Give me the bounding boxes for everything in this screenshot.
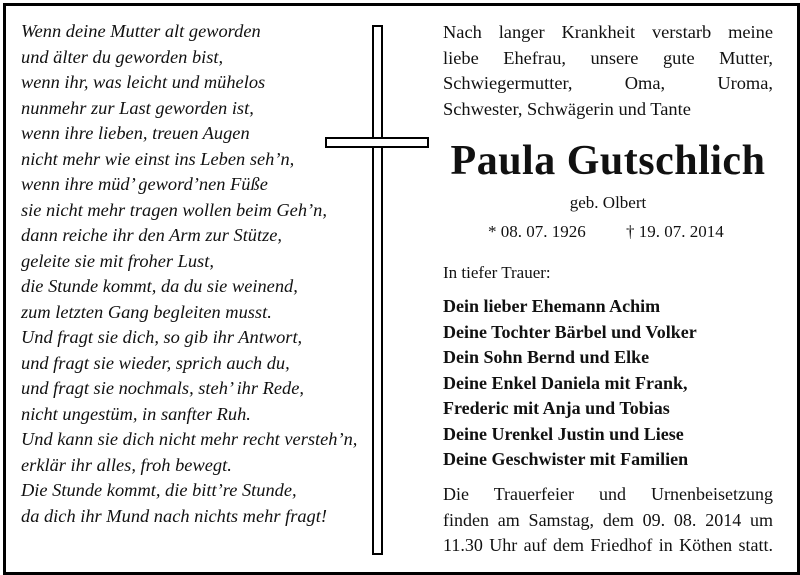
cross-join	[374, 139, 381, 146]
mourner-entry: Deine Enkel Daniela mit Frank,	[443, 372, 688, 393]
mourner-entry: Deine Tochter Bärbel und Volker	[443, 321, 697, 342]
mourner-entry: Dein Sohn Bernd und Elke	[443, 347, 650, 367]
poem-line: nunmehr zur Last geworden ist,	[21, 97, 254, 118]
poem-line: sie nicht mehr tragen wollen beim Geh’n,	[21, 199, 327, 220]
funeral-line: finden am Samstag, dem 09. 08. 2014 um	[443, 509, 773, 530]
poem-line: und älter du geworden bist,	[21, 46, 224, 67]
poem-line: da dich ihr Mund nach nichts mehr fragt!	[21, 505, 327, 526]
poem-line: Wenn deine Mutter alt geworden	[21, 21, 261, 41]
poem-line: nicht ungestüm, in sanfter Ruh.	[21, 403, 251, 424]
announcement-line: Schwester, Schwägerin und Tante	[443, 98, 691, 119]
poem-line: Die Stunde kommt, die bitt’re Stunde,	[21, 480, 297, 500]
cross-icon	[325, 25, 429, 555]
poem-line: und fragt sie nochmals, steh’ ihr Rede,	[21, 378, 304, 398]
poem-line: Und fragt sie dich, so gib ihr Antwort,	[21, 327, 303, 347]
poem-line: wenn ihr, was leicht und mühelos	[21, 72, 266, 92]
poem-line: dann reiche ihr den Arm zur Stütze,	[21, 225, 283, 245]
poem-line: erklär ihr alles, froh bewegt.	[21, 454, 232, 475]
mourner-list	[443, 294, 697, 473]
mourner-entry: Dein lieber Ehemann Achim	[443, 296, 661, 316]
announcement-line: liebe Ehefrau, unsere gute Mutter,	[443, 47, 773, 68]
poem-line: die Stunde kommt, da du sie weinend,	[21, 276, 298, 296]
poem-line: wenn ihre müd’ geword’nen Füße	[21, 174, 268, 194]
maiden-name: geb. Olbert	[569, 193, 647, 212]
birth-date: * 08. 07. 1926	[488, 222, 586, 241]
poem-line: zum letzten Gang begleiten musst.	[21, 301, 272, 322]
deceased-name: Paula Gutschlich	[450, 138, 766, 184]
poem-line: nicht mehr wie einst ins Leben seh’n,	[21, 148, 295, 169]
announcement-line: Schwiegermutter, Oma, Uroma,	[443, 73, 773, 93]
funeral-line: Die Trauerfeier und Urnenbeisetzung	[443, 484, 773, 504]
announcement-line: Nach langer Krankheit verstarb meine	[443, 22, 773, 42]
mourner-entry: Frederic mit Anja und Tobias	[443, 398, 670, 418]
mourning-heading: In tiefer Trauer:	[443, 263, 551, 282]
mourner-entry: Deine Geschwister mit Familien	[443, 449, 689, 469]
cross-vertical-beam	[372, 25, 383, 555]
death-announcement	[443, 20, 773, 122]
funeral-notice	[443, 482, 773, 559]
poem-line: und fragt sie wieder, sprich auch du,	[21, 352, 290, 373]
funeral-line: 11.30 Uhr auf dem Friedhof in Köthen statt.	[443, 535, 773, 555]
poem-line: Und kann sie dich nicht mehr recht versteh’n,	[21, 429, 358, 449]
death-date: † 19. 07. 2014	[626, 222, 724, 241]
mourner-entry: Deine Urenkel Justin und Liese	[443, 423, 684, 444]
poem-line: wenn ihre lieben, treuen Augen	[21, 123, 250, 143]
poem-line: geleite sie mit froher Lust,	[21, 250, 214, 271]
